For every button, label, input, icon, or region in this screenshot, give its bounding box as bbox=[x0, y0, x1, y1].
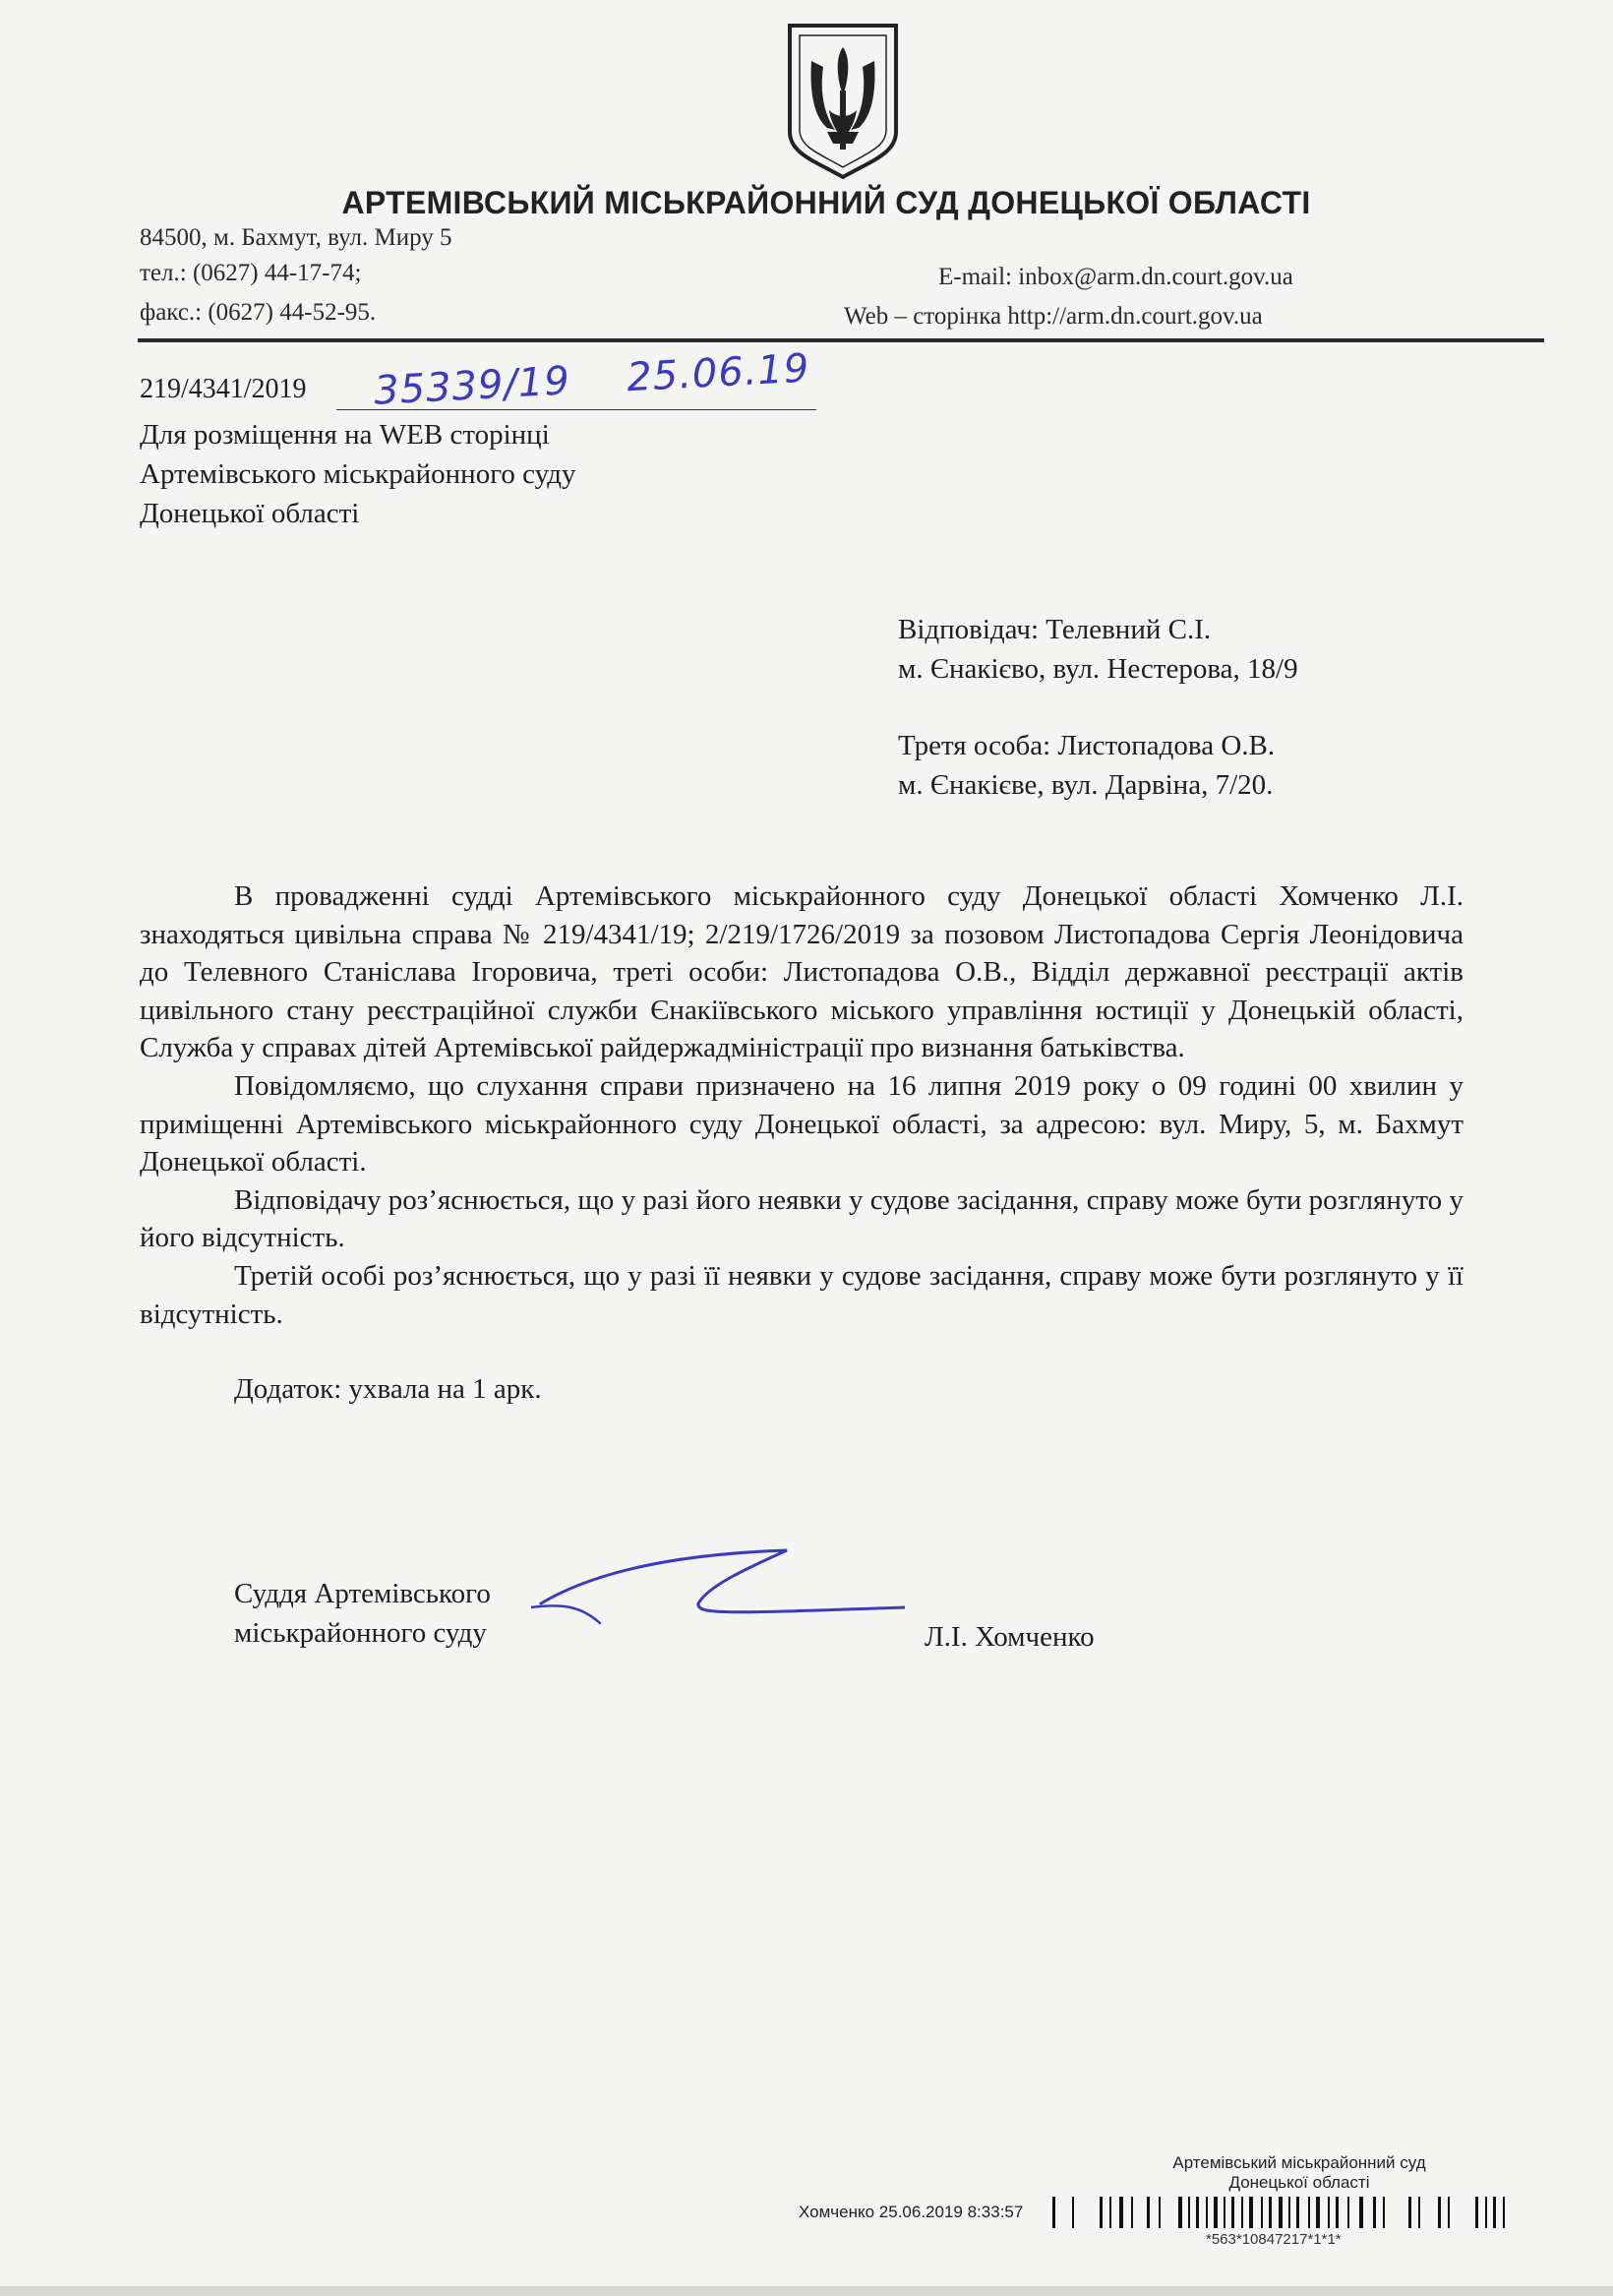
court-phone: тел.: (0627) 44-17-74; bbox=[140, 260, 362, 286]
recipient-line: Для розміщення на WEB сторінці bbox=[140, 419, 550, 451]
body-paragraph: Відповідачу роз’яснюється, що у разі його неявки у судове засідання, справу може бути розглянуто у його відсутність. bbox=[140, 1183, 1464, 1254]
signer-title-line: Суддя Артемівського bbox=[234, 1578, 491, 1609]
body-paragraph: В провадженні судді Артемівського міськрайонного суду Донецької області Хомченко Л.І. знаходяться цивільна справа № 219/4341/19; 2/219/1726/2019 за позовом Листопадова Сергія Леонідовича до Телевного Станіслава Ігоровича, треті особи: Листопадова О.В., Відділ державної реєстрації актів цивільного стану реєстраційної служби Єнакіївського міського управління юстиції у Донецькій області, Служба у справах дітей Артемівської райдержадміністрації про визнання батьківства. bbox=[140, 880, 1464, 1064]
incoming-date: 25.06.19 bbox=[626, 345, 811, 401]
defendant-block bbox=[898, 610, 1298, 689]
court-email: E-mail: inbox@arm.dn.court.gov.ua bbox=[938, 264, 1293, 290]
case-number: 219/4341/2019 bbox=[140, 374, 307, 404]
registration-stamp-meta: Хомченко 25.06.2019 8:33:57 bbox=[799, 2203, 1024, 2221]
defendant-name: Відповідач: Телевний С.І. bbox=[898, 614, 1212, 645]
stamp-court-line: Донецької області bbox=[1228, 2173, 1370, 2192]
coat-of-arms-emblem bbox=[784, 22, 902, 181]
barcode-graphic bbox=[1052, 2197, 1544, 2228]
recipient-line: Донецької області bbox=[140, 498, 360, 529]
barcode-number: *563*10847217*1*1* bbox=[1206, 2231, 1342, 2248]
handwritten-registration bbox=[373, 343, 854, 413]
registration-stamp-court bbox=[1157, 2153, 1442, 2193]
signer-title bbox=[234, 1574, 491, 1653]
signer-name: Л.І. Хомченко bbox=[925, 1621, 1095, 1653]
incoming-number: 35339/19 bbox=[373, 358, 571, 414]
signer-title-line: міськрайонного суду bbox=[234, 1617, 487, 1649]
court-address: 84500, м. Бахмут, вул. Миру 5 bbox=[140, 224, 452, 251]
court-name-heading: АРТЕМІВСЬКИЙ МІСЬКРАЙОННИЙ СУД ДОНЕЦЬКОЇ ОБЛАСТІ bbox=[341, 185, 1311, 220]
letter-body bbox=[140, 877, 1464, 1409]
third-party-address: м. Єнакієве, вул. Дарвіна, 7/20. bbox=[898, 769, 1274, 801]
defendant-address: м. Єнакієво, вул. Нестерова, 18/9 bbox=[898, 653, 1298, 685]
scan-bottom-edge bbox=[0, 2286, 1613, 2296]
court-fax: факс.: (0627) 44-52-95. bbox=[140, 299, 377, 326]
body-paragraph: Повідомляємо, що слухання справи призначено на 16 липня 2019 року о 09 годині 00 хвилин у приміщенні Артемівського міськрайонного суду Донецької області, за адресою: вул. Миру, 5, м. Бахмут Донецької області. bbox=[140, 1069, 1464, 1178]
attachment-note: Додаток: ухвала на 1 арк. bbox=[234, 1373, 542, 1406]
recipient-block bbox=[140, 415, 576, 533]
recipient-line: Артемівського міськрайонного суду bbox=[140, 458, 576, 490]
handwritten-signature bbox=[531, 1535, 905, 1643]
stamp-court-line: Артемівський міськрайонний суд bbox=[1172, 2153, 1426, 2172]
body-paragraph: Третій особі роз’яснюється, що у разі її неявки у судове засідання, справу може бути розглянуто у її відсутність. bbox=[140, 1259, 1464, 1330]
third-party-name: Третя особа: Листопадова О.В. bbox=[898, 730, 1276, 761]
third-party-block bbox=[898, 726, 1275, 805]
court-website: Web – сторінка http://arm.dn.court.gov.ua bbox=[844, 303, 1263, 330]
header-divider bbox=[138, 338, 1544, 342]
